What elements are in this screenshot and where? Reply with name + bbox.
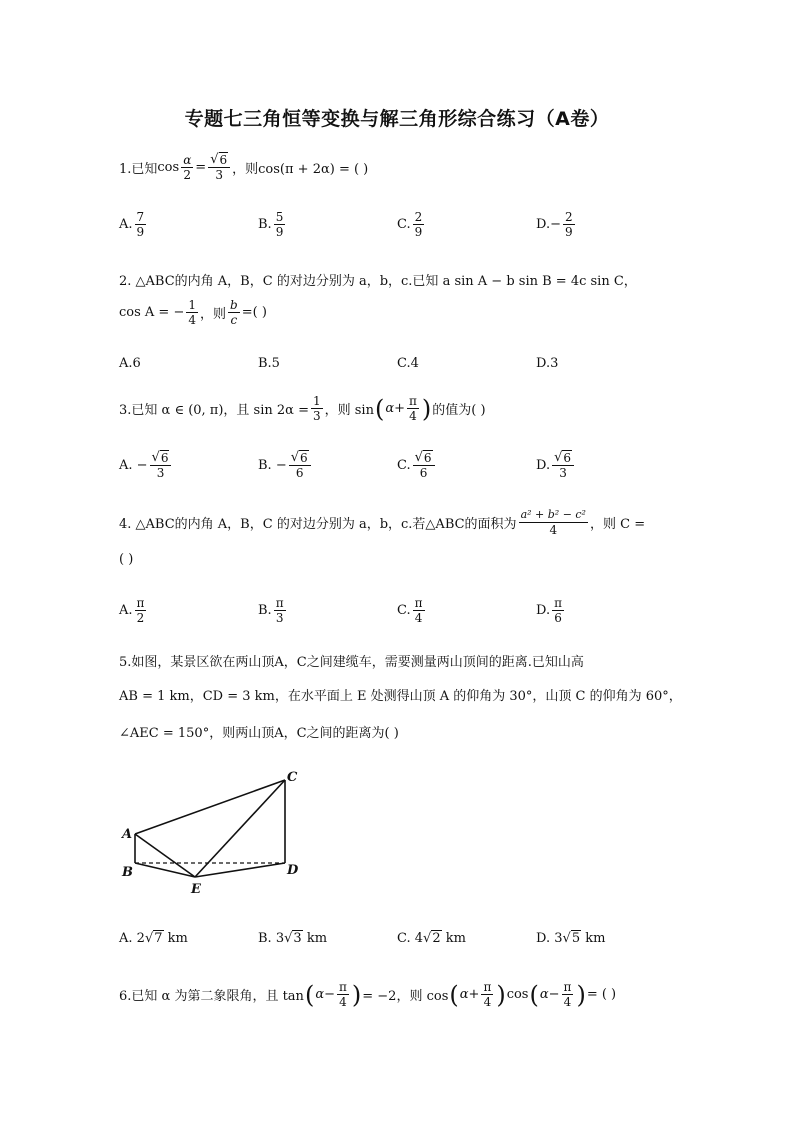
figure-label-d: D	[287, 863, 299, 878]
page-title: 专题七三角恒等变换与解三角形综合练习（A卷）	[184, 108, 610, 130]
q6-suffix: = ( )	[586, 987, 617, 1002]
question-5-line1: 5.如图，某景区欲在两山顶A，C之间建缆车，需要测量两山顶间的距离.已知山高	[119, 655, 584, 670]
option-frac: $\frac{5}{9}$	[275, 210, 284, 239]
q3-prefix: 3.已知 α ∈ (0, π)，且 sin 2α =	[119, 403, 309, 418]
question-3: 3.已知 α ∈ (0, π)，且 sin 2α = $\frac{1}{3}$ ，则 sin ( α + $\frac{\pi}{4}$ ) 的值为( )	[119, 394, 486, 423]
q2-option-d[interactable]: D.3	[536, 356, 559, 371]
q2-option-b[interactable]: B.5	[258, 356, 280, 371]
figure-label-e: E	[191, 882, 201, 897]
q2-frac-bc: $\frac{b}{c}$	[230, 298, 238, 327]
q4-frac-area: $\frac{\text{a² + b² − c²}}{4}$	[520, 508, 586, 537]
q2-frac-quarter: $\frac{1}{4}$	[188, 298, 196, 327]
q5-option-c[interactable]: C. 4 √ 2 km	[397, 930, 466, 946]
q1-option-d[interactable]: D. − $\frac{2}{9}$	[536, 210, 573, 239]
q5-option-d[interactable]: D. 3 √ 5 km	[536, 930, 606, 946]
q4-option-c[interactable]: C. $\frac{\pi}{4}$	[397, 596, 423, 625]
q1-eq: =	[195, 159, 207, 175]
q3-option-d[interactable]: D. √ 6 3	[536, 450, 675, 480]
q3-option-a[interactable]: A. − √ 6 3	[119, 450, 258, 480]
mountain-figure	[110, 765, 310, 900]
q5-option-a[interactable]: A. 2 √ 7 km	[119, 930, 188, 946]
question-5-line2: AB = 1 km，CD = 3 km，在水平面上 E 处测得山顶 A 的仰角为 30°，山顶 C 的仰角为 60°，	[119, 689, 682, 704]
q1-option-b[interactable]	[258, 210, 397, 239]
q3-mid: ，则 sin	[324, 403, 374, 418]
q6-prefix: 6.已知 α 为第二象限角，且 tan	[119, 989, 304, 1004]
figure-label-c: C	[287, 770, 298, 785]
q6-mid: = −2，则 cos	[362, 989, 449, 1004]
figure-label-b: B	[122, 865, 133, 880]
q3-options	[119, 450, 679, 480]
option-label: C.	[397, 217, 411, 232]
q5-options	[119, 930, 679, 946]
q3-frac-pi4: $\frac{\pi}{4}$	[409, 394, 417, 423]
q3-option-c[interactable]: C. √ 6 6	[397, 450, 536, 480]
question-1	[119, 152, 368, 182]
q5-option-b[interactable]: B. 3 √ 3 km	[258, 930, 328, 946]
q4-option-a[interactable]: A. $\frac{\pi}{2}$	[119, 596, 145, 625]
q1-option-a[interactable]	[119, 210, 258, 239]
option-label: D.	[536, 217, 551, 232]
option-frac: $\frac{2}{9}$	[565, 210, 573, 239]
q4-option-b[interactable]: B. $\frac{\pi}{3}$	[258, 596, 284, 625]
question-4-line1	[119, 508, 645, 537]
q4-option-d[interactable]: D. $\frac{\pi}{6}$	[536, 596, 562, 625]
q1-frac-sqrt6: √ 6 3	[208, 152, 230, 182]
q1-frac-alpha: $\frac{\alpha}{2}$	[183, 152, 192, 182]
option-label: A.	[119, 217, 133, 232]
q1-prefix: 1.已知	[119, 161, 158, 177]
q4-pre: 4. △ABC的内角 A，B，C 的对边分别为 a，b，c.若△ABC的面积为	[119, 517, 517, 532]
option-frac: $\frac{2}{9}$	[414, 210, 423, 239]
question-4-line2: ( )	[119, 552, 134, 567]
q3-option-b[interactable]: B. − √ 6 6	[258, 450, 397, 480]
q4-post: ，则 C =	[589, 517, 646, 532]
q2-pre: cos A = −	[119, 305, 185, 320]
q2-then: ，则	[200, 307, 227, 322]
question-5-line3: ∠AEC = 150°，则两山顶A，C之间的距离为( )	[119, 726, 399, 741]
q2-options	[119, 356, 679, 371]
q2-option-c[interactable]: C.4	[397, 356, 419, 371]
question-2-line1: 2. △ABC的内角 A，B，C 的对边分别为 a，b，c.已知 a sin A − b sin B = 4c sin C，	[119, 274, 637, 289]
question-2-line2: cos A = − $\frac{1}{4}$ ，则 $\frac{b}{c}$ = ( )	[119, 298, 267, 327]
q2-post: ( )	[252, 305, 267, 320]
q3-suffix: 的值为( )	[432, 403, 486, 418]
q2-option-a[interactable]: A.6	[119, 356, 141, 371]
q1-cos: cos	[157, 159, 180, 175]
q3-frac-third: $\frac{1}{3}$	[312, 394, 321, 423]
option-frac: $\frac{7}{9}$	[136, 210, 145, 239]
q4-options	[119, 596, 679, 625]
option-label: B.	[258, 217, 272, 232]
q1-options	[119, 210, 679, 239]
figure-label-a: A	[122, 827, 133, 842]
q1-option-c[interactable]	[397, 210, 536, 239]
question-6: 6.已知 α 为第二象限角，且 tan ( α − $\frac{\pi}{4}$ ) = −2，则 cos ( α + $\frac{\pi}{4}$ ) cos ( α − $\frac{\pi}{4}$ ) = ( )	[119, 980, 617, 1009]
q1-text: ，则cos(π + 2α) = ( )	[232, 161, 369, 177]
